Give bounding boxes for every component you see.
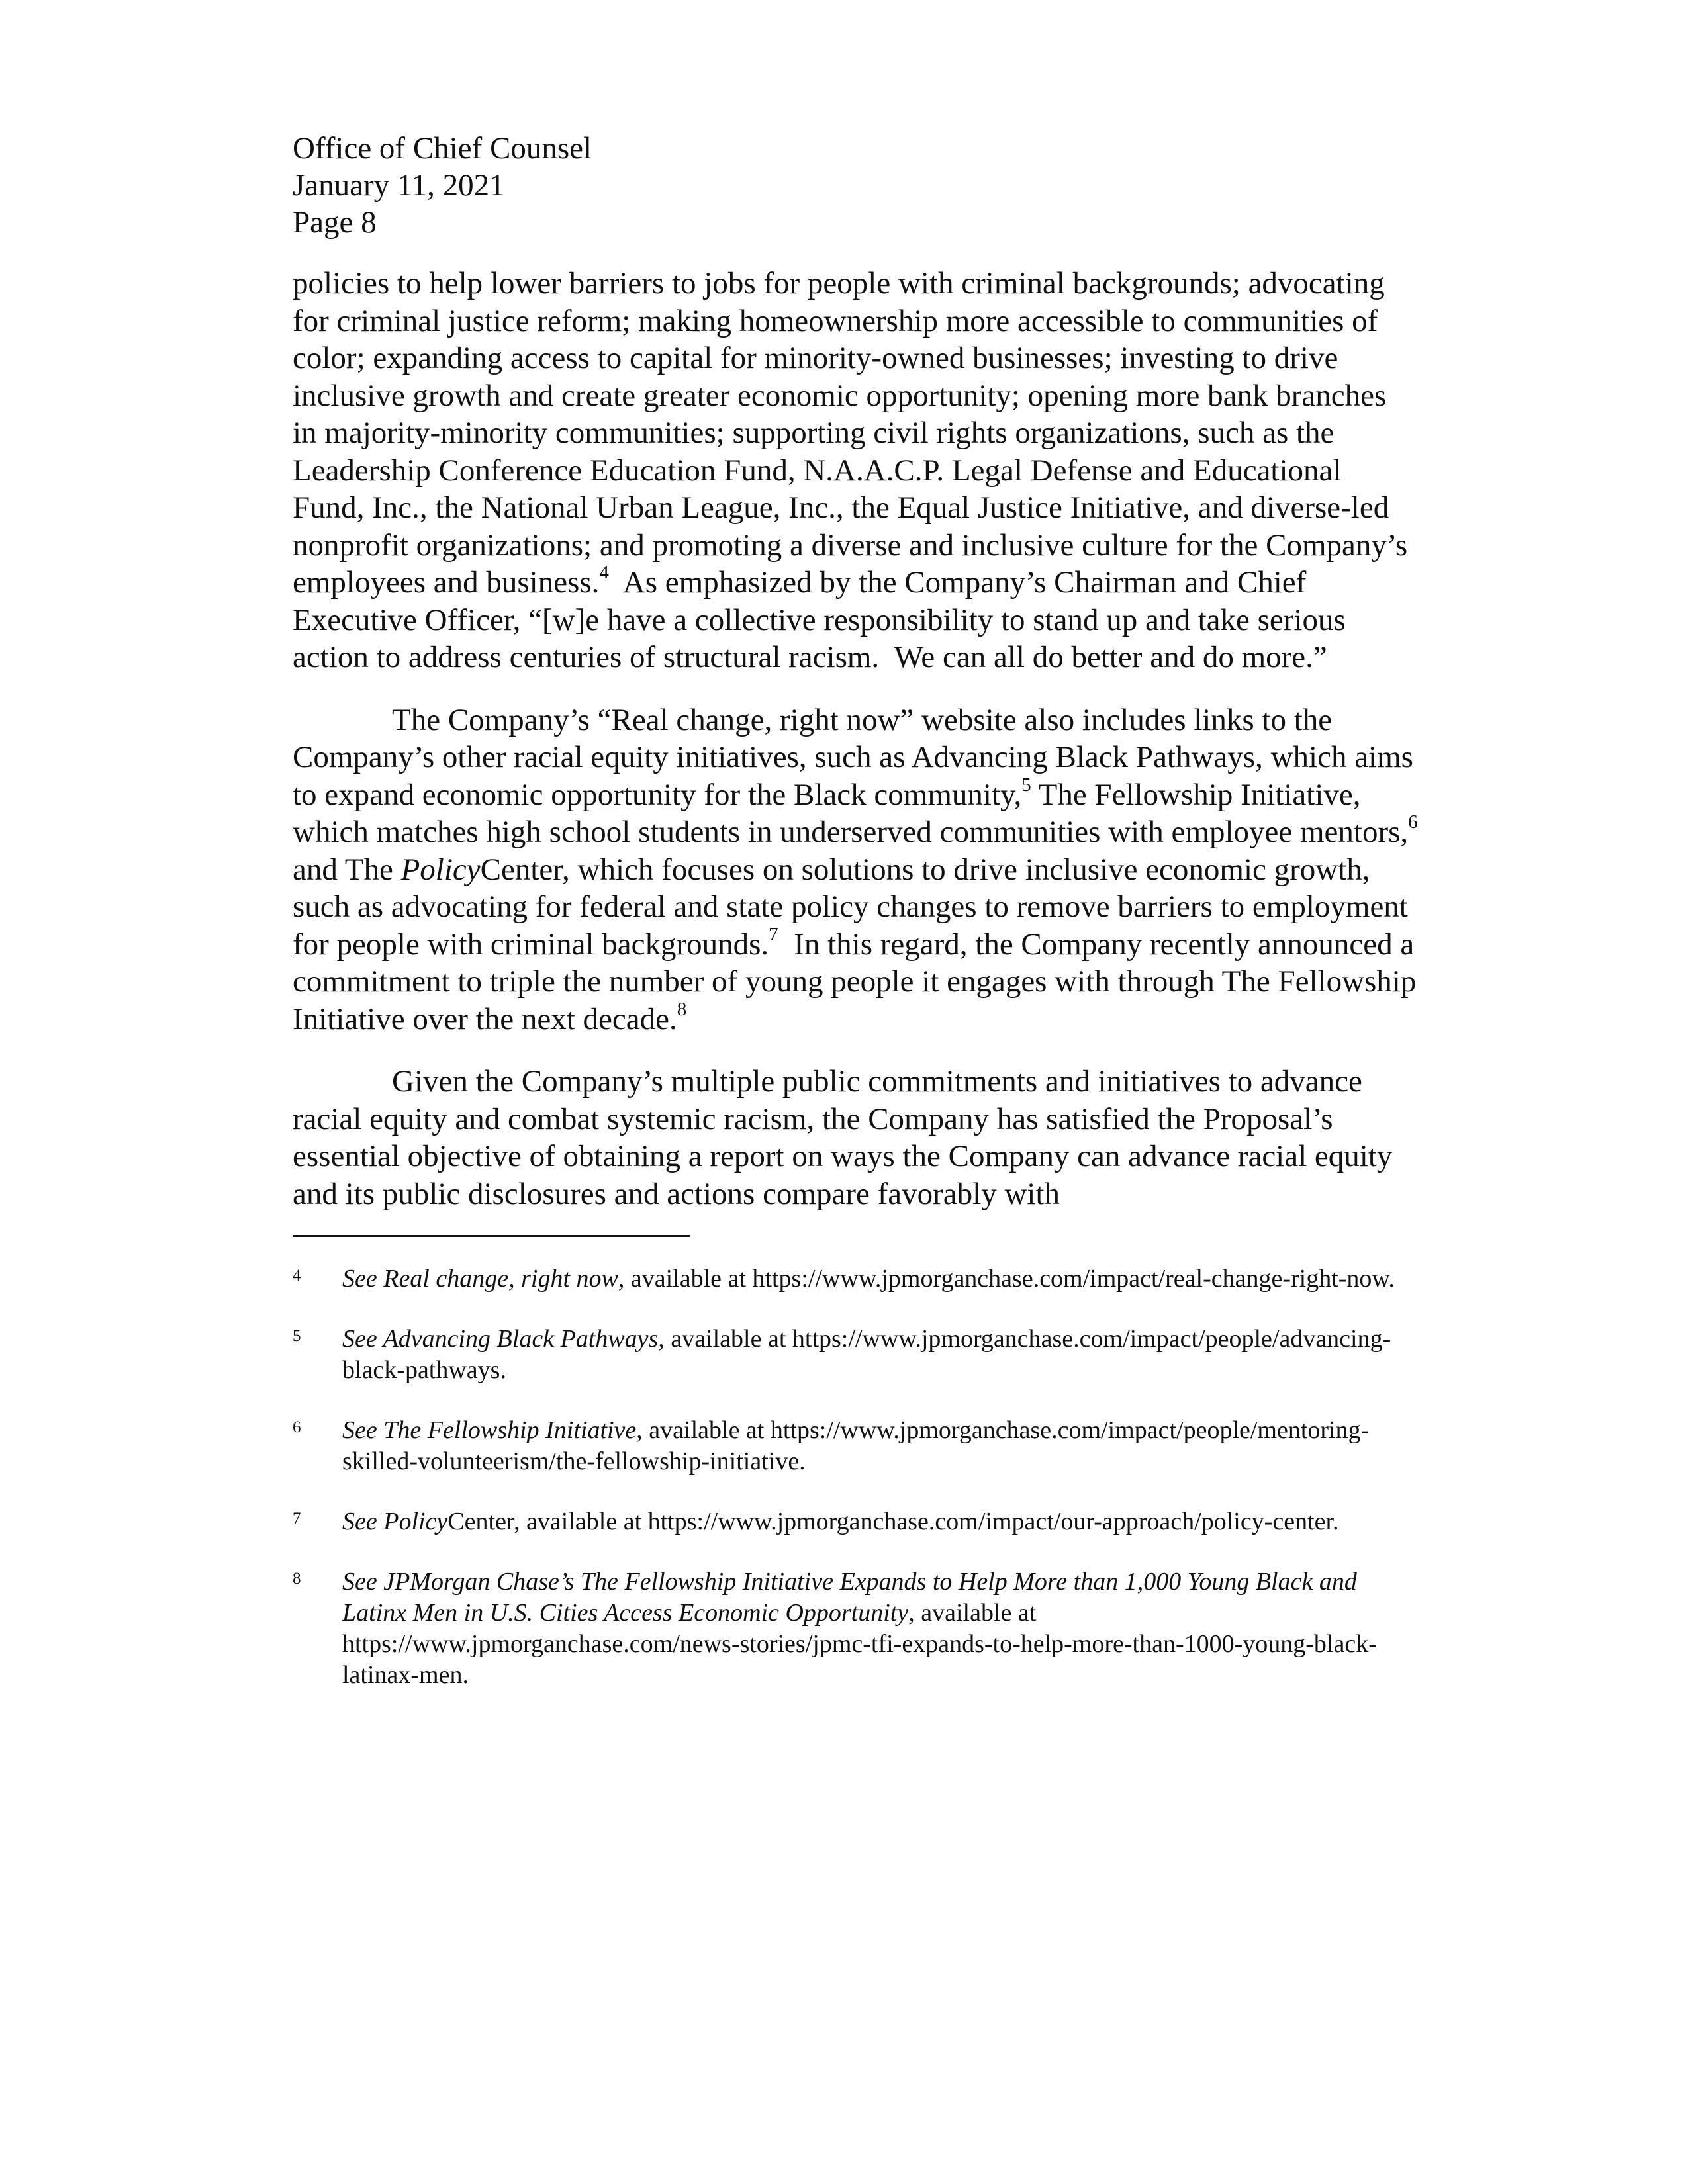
p2-italic-policy: Policy [400,852,481,887]
header-date: January 11, 2021 [293,168,505,203]
footnote-4 [293,1263,1418,1295]
footnote-link-text[interactable]: , available at https://www.jpmorganchase.com/impact/people/mentoring-skilled-volunteerism/the-fellowship-initiative. [342,1416,1370,1475]
p2-text-d: Center, which focuses on solutions to drive inclusive economic growth, such as advocating for federal and state policy changes to remove barriers to employment for people with criminal backgrounds. [293,852,1408,962]
footnote-citation-title: See Real change, right now [342,1265,618,1293]
footnote-ref-6[interactable]: 6 [1408,811,1418,833]
footnote-6 [293,1415,1418,1477]
footnote-8 [293,1567,1418,1691]
footnote-link-text[interactable]: , available at https://www.jpmorganchase.com/news-stories/jpmc-tfi-expands-to-help-more-than-1000-young-black-latinax-men. [342,1599,1377,1689]
footnote-number: 7 [293,1510,301,1527]
footnotes-section [293,1263,1418,1691]
footnote-number: 4 [293,1267,301,1285]
footnote-ref-5[interactable]: 5 [1021,774,1031,796]
header-page-number: Page 8 [293,205,377,240]
footnote-ref-7[interactable]: 7 [769,923,778,945]
footnote-body [342,1506,1418,1537]
footnote-citation-title: See Advancing Black Pathways [342,1325,659,1353]
footnote-5 [293,1324,1418,1386]
letter-header [293,130,1418,241]
body-paragraph-1 [293,265,1418,676]
body-paragraph-2 [293,702,1426,1038]
body-paragraph-3: Given the Company’s multiple public commitments and initiatives to advance racial equity and combat systemic racism, the Company has satisfied the Proposal’s essential objective of obtaining a report on ways the Company can advance racial equity and its public disclosures and actions compare favorably with [293,1064,1393,1211]
footnote-ref-8[interactable]: 8 [677,998,687,1020]
p2-text-c: and The [293,815,1426,887]
footnote-7 [293,1506,1418,1537]
footnote-citation-title: See JPMorgan Chase’s The Fellowship Initiative Expands to Help More than 1,000 Young Black and Latinx Men in U.S. Cities Access Economic Opportunity [342,1568,1357,1627]
footnote-body [342,1567,1418,1691]
footnote-link-text[interactable]: , available at https://www.jpmorganchase.com/impact/people/advancing-black-pathways. [342,1325,1391,1384]
document-page [293,130,1426,1720]
p1-text-a: policies to help lower barriers to jobs for people with criminal backgrounds; advocating for criminal justice reform; making homeownership more accessible to communities of color; expanding access to capital for minority-owned businesses; investing to drive inclusive growth and create greater economic opportunity; opening more bank branches in majority-minority communities; supporting civil rights organizations, such as the Leadership Conference Education Fund, N.A.A.C.P. Legal Defense and Educational Fund, Inc., the National Urban League, Inc., the Equal Justice Initiative, and diverse-led nonprofit organizations; and promoting a diverse and inclusive culture for the Company’s employees and business. [293,266,1408,600]
footnote-link-text[interactable]: Center, available at https://www.jpmorganchase.com/impact/our-approach/policy-center. [447,1508,1339,1535]
footnote-separator [293,1235,690,1237]
footnote-body [342,1263,1418,1295]
footnote-number: 5 [293,1327,301,1345]
footnote-number: 8 [293,1570,301,1588]
footnote-ref-4[interactable]: 4 [599,562,609,584]
footnote-number: 6 [293,1418,301,1436]
footnote-citation-title: See Policy [342,1508,448,1535]
footnote-body [342,1415,1418,1477]
footnote-citation-title: See The Fellowship Initiative [342,1416,637,1444]
p2-text-e: In this regard, the Company recently announced a commitment to triple the number of young people it engages with through The Fellowship Initiative over the next decade. [293,927,1425,1036]
p1-text-b: As emphasized by the Company’s Chairman and Chief Executive Officer, “[w]e have a collective responsibility to stand up and take serious action to address centuries of structural racism. We can all do better and do more.” [293,565,1354,674]
header-recipient: Office of Chief Counsel [293,131,592,165]
footnote-body [342,1324,1418,1386]
p2-text-a: The Company’s “Real change, right now” website also includes links to the Company’s other racial equity initiatives, such as Advancing Black Pathways, which aims to expand economic opportunity for the Black community, [293,702,1413,812]
footnote-link-text[interactable]: , available at https://www.jpmorganchase.com/impact/real-change-right-now. [618,1265,1395,1293]
p2-text-b: The Fellowship Initiative, which matches high school students in underserved communities with employee mentors, [293,777,1409,849]
